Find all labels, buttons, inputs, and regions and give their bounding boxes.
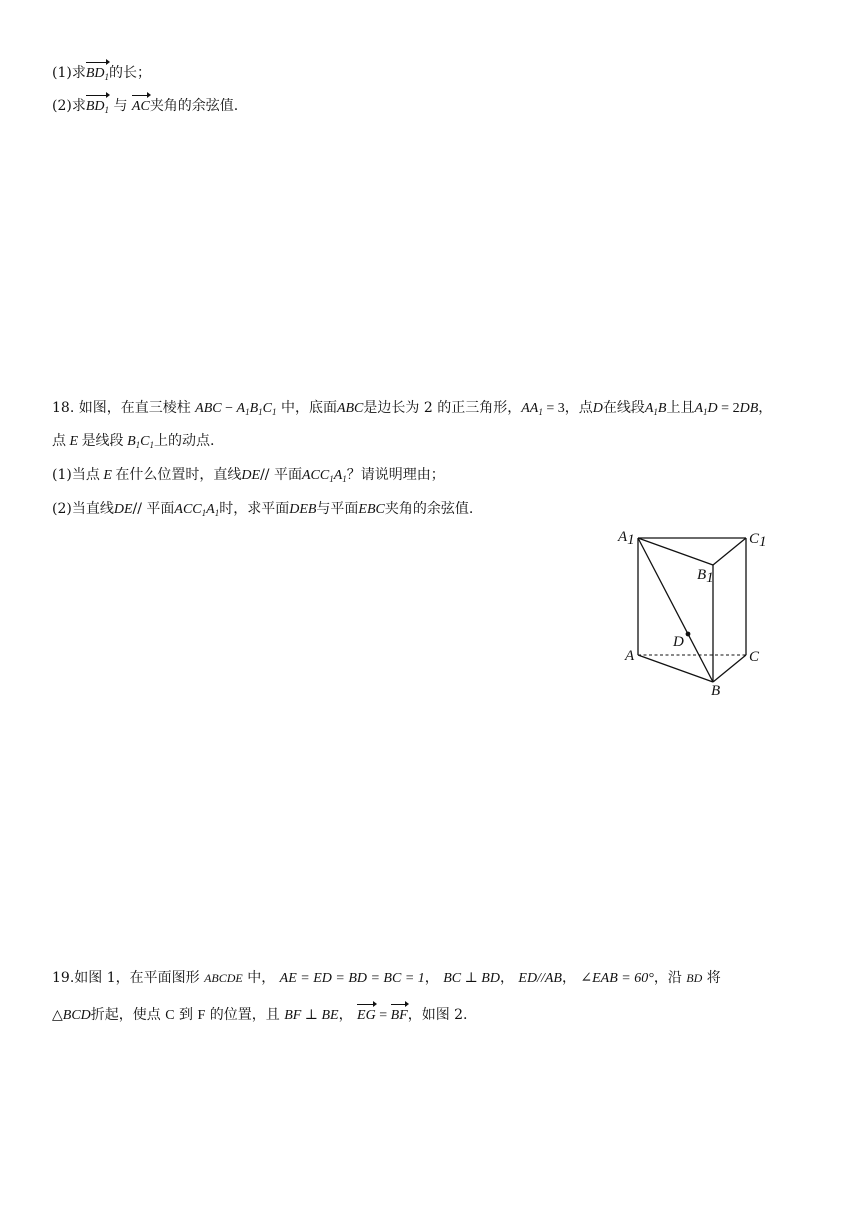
q18-stem-line2: 点 E 是线段 $B_1C_1$上的动点.	[52, 433, 215, 450]
edge-B1-C1	[713, 538, 746, 565]
q18-stem-line1: 18. 如图，在直三棱柱 ABC − $A_1B_1C_1$ 中，底面ABC是边长为 2 的正三角形，$AA_1 = 3$，点D在线段$A_1B$上且$A_1D = 2DB$，	[52, 400, 773, 417]
label-B1: B1	[697, 567, 714, 586]
edge-B-C	[713, 655, 746, 682]
label-C1: C1	[749, 531, 767, 550]
q18-part1: (1)当点 E 在什么位置时，直线DE// 平面$ACC_1A_1$？请说明理由；	[52, 467, 445, 484]
q17-part2: (2)求$BD_1$ 与 AC夹角的余弦值.	[52, 93, 238, 117]
q18-part2: (2)当直线DE// 平面$ACC_1A_1$时，求平面DEB与平面EBC夹角的余弦值.	[52, 501, 474, 518]
segment-A1-B	[638, 538, 713, 682]
point-D	[686, 632, 691, 637]
q19-stem-line1: 19.如图 1，在平面图形 ABCDE 中， AE = ED = BD = BC = 1， BC ⊥ BD， ED//AB， ∠EAB = 60°，沿 BD 将	[52, 970, 721, 986]
q17-part1: (1)求$BD_1$的长；	[52, 60, 151, 84]
q19-stem-line2: △BCD折起，使点 C 到 F 的位置，且 BF ⊥ BE， EG = BF，如图 2.	[52, 1002, 468, 1026]
label-C: C	[749, 649, 760, 665]
label-B: B	[711, 683, 721, 699]
label-A1: A1	[618, 529, 635, 548]
prism-figure	[600, 520, 780, 705]
label-D: D	[673, 634, 684, 650]
label-A: A	[625, 648, 635, 664]
